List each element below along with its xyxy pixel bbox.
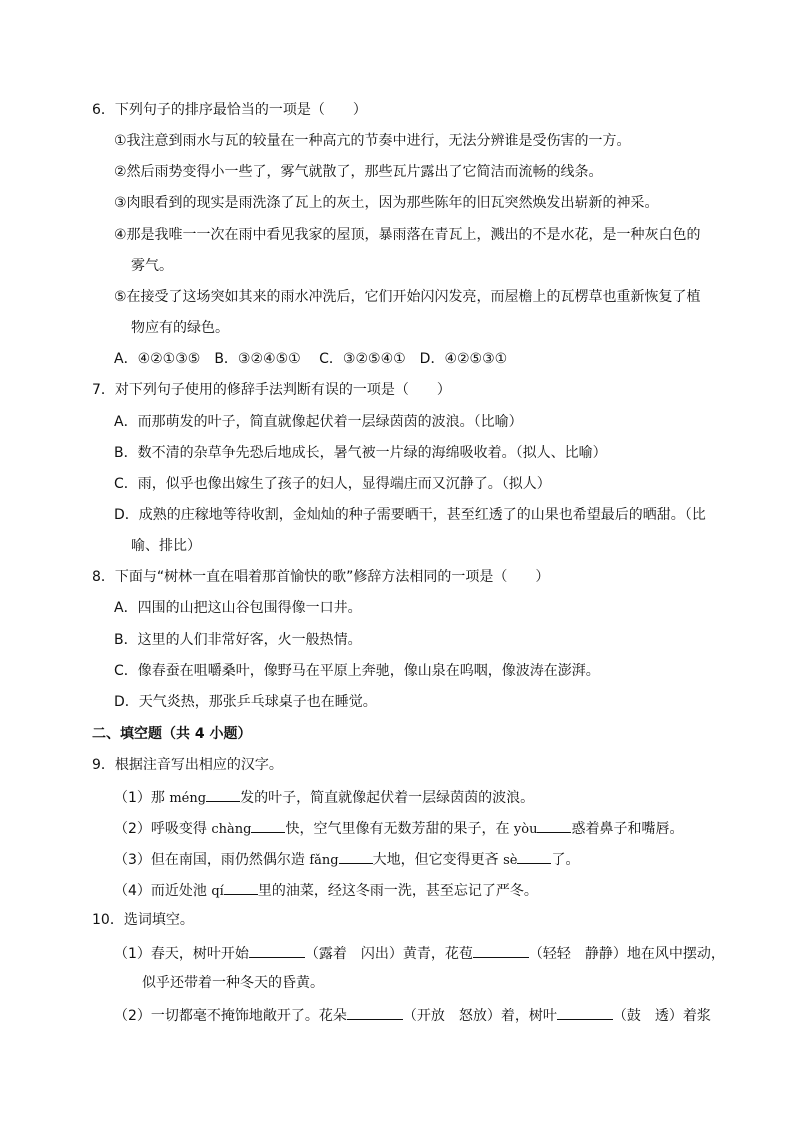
q10-item-1-pre: （1）春天，树叶开始 <box>114 946 249 962</box>
q7-stem: 7．对下列句子使用的修辞手法判断有误的一项是（ ） <box>92 382 451 398</box>
q8-option-b: B．这里的人们非常好客，火一般热情。 <box>114 632 362 648</box>
q10-item-1-mid: （露着 闪出）黄青，花苞 <box>304 946 473 962</box>
q9-item-4 <box>114 879 538 902</box>
q10-item-2-mid: （开放 怒放）着，树叶 <box>402 1008 557 1024</box>
q9-item-1 <box>114 786 534 809</box>
q10-item-2 <box>114 1004 711 1026</box>
q6-sentence-5: ⑤在接受了这场突如其来的雨水冲洗后，它们开始闪闪发亮，而屋檐上的瓦楞草也重新恢复了植 <box>114 289 701 305</box>
q9-item-3-blank-1[interactable] <box>339 848 373 864</box>
q6-sentence-2: ②然后雨势变得小一些了，雾气就散了，那些瓦片露出了它简洁而流畅的线条。 <box>114 164 603 180</box>
q9-item-2-blank-2[interactable] <box>537 817 571 833</box>
q8-stem: 8．下面与“树林一直在唱着那首愉快的歌”修辞方法相同的一项是（ ） <box>92 569 550 585</box>
q9-item-2-blank-1[interactable] <box>251 817 285 833</box>
q9-item-3-pinyin-1: fǎng <box>309 853 339 868</box>
q10-item-2-pre: （2）一切都毫不掩饰地敞开了。花朵 <box>114 1008 347 1024</box>
q10-item-2-blank-2[interactable] <box>557 1004 613 1020</box>
q9-item-4-blank[interactable] <box>224 879 258 895</box>
q10-item-2-post: （鼓 透）着浆 <box>612 1008 711 1024</box>
q9-item-4-post: 里的油菜，经这冬雨一洗，甚至忘记了严冬。 <box>257 883 538 899</box>
q6-sentence-1: ①我注意到雨水与瓦的较量在一种高亢的节奏中进行，无法分辨谁是受伤害的一方。 <box>114 133 631 149</box>
q6-stem: 6．下列句子的排序最恰当的一项是（ ） <box>92 102 367 118</box>
q9-item-2-pre: （2）呼吸变得 <box>114 821 212 837</box>
q7-option-b: B．数不清的杂草争先恐后地成长，暑气被一片绿的海绵吸收着。（拟人、比喻） <box>114 445 607 461</box>
q6-sentence-4-cont: 雾气。 <box>131 258 173 274</box>
q9-stem: 9．根据注音写出相应的汉字。 <box>92 757 283 773</box>
q9-item-3-pinyin-2: sè <box>503 853 518 868</box>
q6-sentence-3: ③肉眼看到的现实是雨洗涤了瓦上的灰土，因为那些陈年的旧瓦突然焕发出崭新的神采。 <box>114 195 659 211</box>
q9-item-4-pinyin: qí <box>211 884 224 899</box>
q10-item-2-blank-1[interactable] <box>347 1004 403 1020</box>
q10-item-1-cont: 似乎还带着一种冬天的昏黄。 <box>142 975 324 991</box>
q9-item-4-pre: （4）而近处池 <box>114 883 212 899</box>
q6-options: A．④②①③⑤ B．③②④⑤① C．③②⑤④① D．④②⑤③① <box>114 351 508 367</box>
q10-item-1-blank-2[interactable] <box>473 942 529 958</box>
q9-item-2-mid: 快，空气里像有无数芳甜的果子，在 <box>285 821 514 837</box>
q9-item-1-blank[interactable] <box>206 786 240 802</box>
q9-item-3-mid: 大地，但它变得更吝 <box>372 852 504 868</box>
q9-item-3-post: 了。 <box>551 852 580 868</box>
q8-option-d: D．天气炎热，那张乒乓球桌子也在睡觉。 <box>114 694 377 710</box>
q9-item-1-post: 发的叶子，简直就像起伏着一层绿茵茵的波浪。 <box>240 790 535 806</box>
q6-sentence-5-cont: 物应有的绿色。 <box>131 320 229 336</box>
q9-item-2-pinyin-2: yòu <box>513 822 538 837</box>
section-heading-fill-in: 二、填空题（共 4 小题） <box>92 726 252 742</box>
q9-item-3-blank-2[interactable] <box>517 848 551 864</box>
q9-item-1-pinyin: méng <box>169 791 207 806</box>
q7-option-c: C．雨，似乎也像出嫁生了孩子的妇人，显得端庄而又沉静了。（拟人） <box>114 476 551 492</box>
q7-option-a: A．而那萌发的叶子，简直就像起伏着一层绿茵茵的波浪。（比喻） <box>114 414 523 430</box>
q9-item-2-post: 惑着鼻子和嘴唇。 <box>571 821 684 837</box>
q7-option-d-cont: 喻、排比） <box>131 538 201 554</box>
q8-option-c: C．像春蚕在咀嚼桑叶，像野马在平原上奔驰，像山泉在呜咽，像波涛在澎湃。 <box>114 663 600 679</box>
q9-item-2 <box>114 817 683 840</box>
q10-stem: 10．选词填空。 <box>92 912 194 928</box>
q9-item-3-pre: （3）但在南国，雨仍然偶尔造 <box>114 852 310 868</box>
q9-item-1-pre: （1）那 <box>114 790 170 806</box>
q7-option-d: D．成熟的庄稼地等待收割，金灿灿的种子需要晒干，甚至红透了的山果也希望最后的晒甜。（比 <box>114 507 706 523</box>
q9-item-2-pinyin-1: chàng <box>211 822 252 837</box>
q10-item-1 <box>114 942 725 964</box>
q9-item-3 <box>114 848 579 871</box>
q10-item-1-post: （轻轻 静静）地在风中摆动， <box>528 946 725 962</box>
q6-sentence-4: ④那是我唯一一次在雨中看见我家的屋顶，暴雨落在青瓦上，溅出的不是水花，是一种灰白色的 <box>114 227 701 243</box>
q8-option-a: A．四围的山把这山谷包围得像一口井。 <box>114 600 362 616</box>
q10-item-1-blank-1[interactable] <box>249 942 305 958</box>
